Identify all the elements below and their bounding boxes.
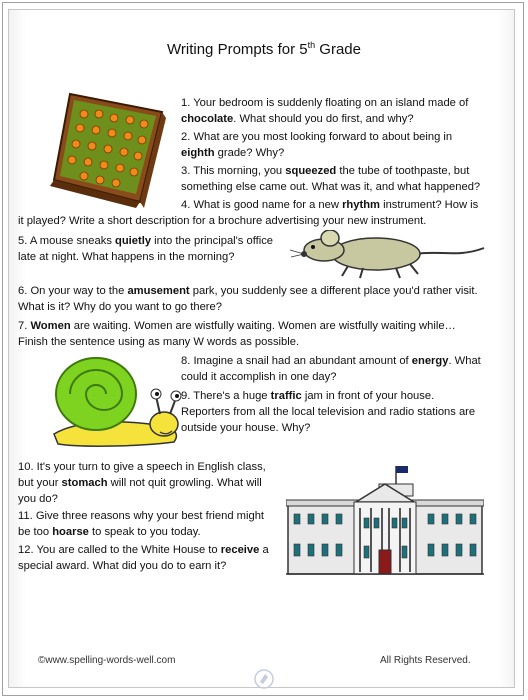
prompt-6: 6. On your way to the amusement park, you suddenly see a different place you'd rather visit. What is it? Why do you want to go there? <box>18 285 478 313</box>
footer-rights: All Rights Reserved. <box>380 655 471 666</box>
prompt-2: 2. What are you most looking forward to about being in eighth grade? Why? <box>181 131 453 159</box>
prompt-9: 9. There's a huge traffic jam in front of your house. Reporters from all the local television and radio stations are outside your house. Why? <box>181 390 476 434</box>
white-house-illustration <box>286 462 484 578</box>
prompt-1: 1. Your bedroom is suddenly floating on an island made of chocolate. What should you do first, and why? <box>181 97 469 125</box>
prompt-7: 7. Women are waiting. Women are wistfully waiting. Women are wistfully waiting while… Finish the sentence using as many W words as possible. <box>18 320 456 348</box>
prompt-10: 10. It's your turn to give a speech in English class, but your stomach will not quit growling. What will you do? <box>18 461 266 505</box>
site-seal-icon <box>253 668 275 690</box>
prompt-11: 11. Give three reasons why your best friend might be too hoarse to speak to you today. <box>18 510 265 538</box>
page-title: Writing Prompts for 5th Grade <box>167 40 361 58</box>
garden-bed-illustration <box>44 88 176 212</box>
prompt-4: 4. What is good name for a new rhythm instrument? How is it played? Write a short description for a brochure advertising your new instrument. <box>18 199 479 227</box>
footer-copyright: ©www.spelling-words-well.com <box>38 655 176 666</box>
snail-illustration <box>34 352 194 452</box>
mouse-illustration <box>288 230 488 280</box>
prompt-12: 12. You are called to the White House to receive a special award. What did you do to earn it? <box>18 544 269 572</box>
prompt-8: 8. Imagine a snail had an abundant amount of energy. What could it accomplish in one day? <box>181 355 481 383</box>
prompt-5: 5. A mouse sneaks quietly into the principal's office late at night. What happens in the morning? <box>18 235 274 263</box>
prompt-3: 3. This morning, you squeezed the tube of toothpaste, but something else came out. What was it, and what happened? <box>181 165 481 193</box>
